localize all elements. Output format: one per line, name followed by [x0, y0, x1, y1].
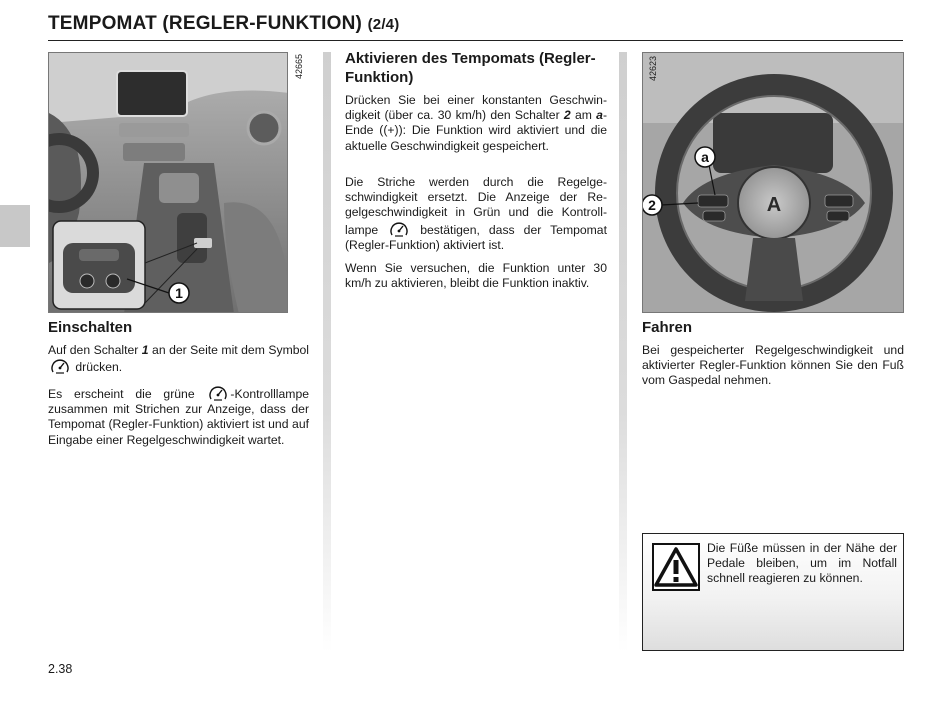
- callout-a: a: [701, 149, 709, 165]
- page-title-suffix: (2/4): [367, 16, 400, 33]
- console-illustration: [48, 52, 288, 313]
- heading-fahren: Fahren: [642, 319, 693, 336]
- einschalten-paragraph-2: Es erscheint die grüne -Kontrolllampe zusammen mit Strichen zur Anzeige, dass der Tempomat (Regler-Funktion) aktiviert ist und auf Eingabe einer Regelgeschwindigkeit wartet.: [48, 387, 309, 447]
- aktivieren-paragraph-2: Die Striche werden durch die Regelgeschwindigkeit ersetzt. Die Anzeige der Regelgeschwindigkeit in Grün und die Kontrolllampe bestätigen, dass der Tempomat (Regler-Funktion) aktiviert ist.: [345, 175, 607, 252]
- heading-einschalten: Einschalten: [48, 319, 133, 336]
- page-title: TEMPOMAT (REGLER-FUNKTION) (2/4): [48, 13, 400, 34]
- heading-aktivieren: Aktivieren des Tempomats (Regler-Funktion): [345, 50, 596, 86]
- steering-wheel-illustration: [642, 52, 904, 313]
- figure-ref-code-left: 42665: [294, 54, 304, 80]
- page-number: 2.38: [48, 662, 73, 676]
- cruise-control-icon: [208, 385, 228, 402]
- aktivieren-paragraph-3: Wenn Sie versuchen, die Funktion unter 30 km/h zu aktivieren, bleibt die Funktion inaktiv.: [345, 261, 607, 291]
- figure-ref-code-right: 42623: [648, 56, 658, 82]
- warning-text: Die Füße müssen in der Nähe der Pedale bleiben, um im Notfall schnell reagieren zu können.: [707, 541, 897, 586]
- cruise-control-icon: [50, 358, 70, 375]
- chapter-tab: [0, 205, 30, 247]
- aktivieren-paragraph-1: Drücken Sie bei einer konstanten Geschwindigkeit (über ca. 30 km/h) den Schalter 2 am a-Ende ((+)): Die Funktion wird aktiviert und die aktuelle Geschwindigkeit gespeichert.: [345, 93, 608, 153]
- column-divider: [323, 52, 331, 652]
- callout-1: 1: [175, 285, 183, 301]
- title-rule: [48, 40, 903, 41]
- warning-box: [642, 533, 904, 651]
- callout-2: 2: [648, 197, 656, 213]
- einschalten-paragraph-1: Auf den Schalter 1 an der Seite mit dem Symbol drücken.: [48, 343, 309, 375]
- column-divider: [619, 52, 627, 652]
- fahren-paragraph: Bei gespeicherter Regelgeschwindigkeit und aktivierter Regler-Funktion können Sie den Fuß vom Gaspedal nehmen.: [642, 343, 904, 388]
- svg-text:A: A: [766, 194, 782, 216]
- warning-triangle-icon: [652, 543, 700, 591]
- cruise-control-icon: [389, 221, 409, 238]
